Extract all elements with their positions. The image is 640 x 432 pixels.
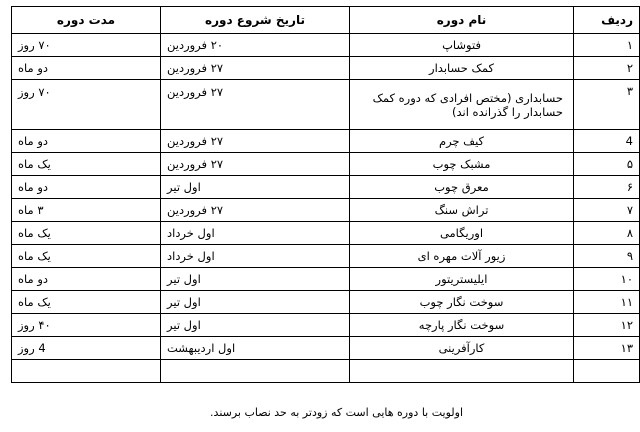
start-date: ۲۷ فروردین — [161, 57, 350, 80]
row-number: ۱۳ — [574, 337, 640, 360]
table-row — [12, 222, 640, 245]
row-number: ۶ — [574, 176, 640, 199]
table-row — [12, 34, 640, 57]
course-name: مشبک چوب — [350, 153, 574, 176]
row-number: 4 — [574, 130, 640, 153]
table-row — [12, 57, 640, 80]
start-date: اول تیر — [161, 176, 350, 199]
row-number: ۸ — [574, 222, 640, 245]
row-number: ۱۰ — [574, 268, 640, 291]
start-date: ۲۷ فروردین — [161, 130, 350, 153]
empty-cell — [574, 360, 640, 383]
course-name: زیور آلات مهره ای — [350, 245, 574, 268]
duration: دو ماه — [12, 268, 161, 291]
table-row — [12, 291, 640, 314]
row-number: ۱ — [574, 34, 640, 57]
row-number: ۷ — [574, 199, 640, 222]
course-name: سوخت نگار چوب — [350, 291, 574, 314]
start-date: ۲۰ فروردین — [161, 34, 350, 57]
duration: ۷۰ روز — [12, 34, 161, 57]
duration: دو ماه — [12, 57, 161, 80]
course-table — [11, 6, 640, 383]
course-name: ایلیستریتور — [350, 268, 574, 291]
table-row — [12, 199, 640, 222]
duration: یک ماه — [12, 291, 161, 314]
empty-cell — [161, 360, 350, 383]
duration: ۳ ماه — [12, 199, 161, 222]
course-name: اوریگامی — [350, 222, 574, 245]
course-name: تراش سنگ — [350, 199, 574, 222]
start-date: ۲۷ فروردین — [161, 199, 350, 222]
course-name: فتوشاپ — [350, 34, 574, 57]
header-duration: مدت دوره — [12, 7, 161, 34]
course-name: کیف چرم — [350, 130, 574, 153]
row-number: ۲ — [574, 57, 640, 80]
start-date: اول اردیبهشت — [161, 337, 350, 360]
table-row — [12, 337, 640, 360]
duration: 4 روز — [12, 337, 161, 360]
table-row — [12, 80, 640, 130]
priority-note: اولویت با دوره هایی است که زودتر به حد نصاب برسند. — [210, 406, 463, 419]
row-number: ۳ — [574, 80, 640, 130]
empty-cell — [12, 360, 161, 383]
duration: یک ماه — [12, 153, 161, 176]
row-number: ۵ — [574, 153, 640, 176]
start-date: ۲۷ فروردین — [161, 153, 350, 176]
start-date: اول خرداد — [161, 222, 350, 245]
table-row — [12, 245, 640, 268]
start-date: ۲۷ فروردین — [161, 80, 350, 130]
empty-table-row — [12, 360, 640, 383]
table-header-row — [12, 7, 640, 34]
course-name: حسابداری (مختص افرادی که دوره کمک حسابدار را گذرانده اند) — [350, 80, 574, 130]
start-date: اول خرداد — [161, 245, 350, 268]
start-date: اول تیر — [161, 314, 350, 337]
duration: دو ماه — [12, 130, 161, 153]
header-course-name: نام دوره — [350, 7, 574, 34]
header-start-date: تاریخ شروع دوره — [161, 7, 350, 34]
table-row — [12, 268, 640, 291]
course-name: معرق چوب — [350, 176, 574, 199]
course-name: کارآفرینی — [350, 337, 574, 360]
table-row — [12, 314, 640, 337]
row-number: ۹ — [574, 245, 640, 268]
table-row — [12, 130, 640, 153]
table-row — [12, 176, 640, 199]
start-date: اول تیر — [161, 268, 350, 291]
table-row — [12, 153, 640, 176]
duration: یک ماه — [12, 245, 161, 268]
header-row-number: ردیف — [574, 7, 640, 34]
start-date: اول تیر — [161, 291, 350, 314]
duration: ۷۰ روز — [12, 80, 161, 130]
course-name: سوخت نگار پارچه — [350, 314, 574, 337]
course-name: کمک حسابدار — [350, 57, 574, 80]
duration: یک ماه — [12, 222, 161, 245]
duration: ۴۰ روز — [12, 314, 161, 337]
duration: دو ماه — [12, 176, 161, 199]
row-number: ۱۲ — [574, 314, 640, 337]
empty-cell — [350, 360, 574, 383]
row-number: ۱۱ — [574, 291, 640, 314]
course-schedule — [11, 6, 633, 419]
